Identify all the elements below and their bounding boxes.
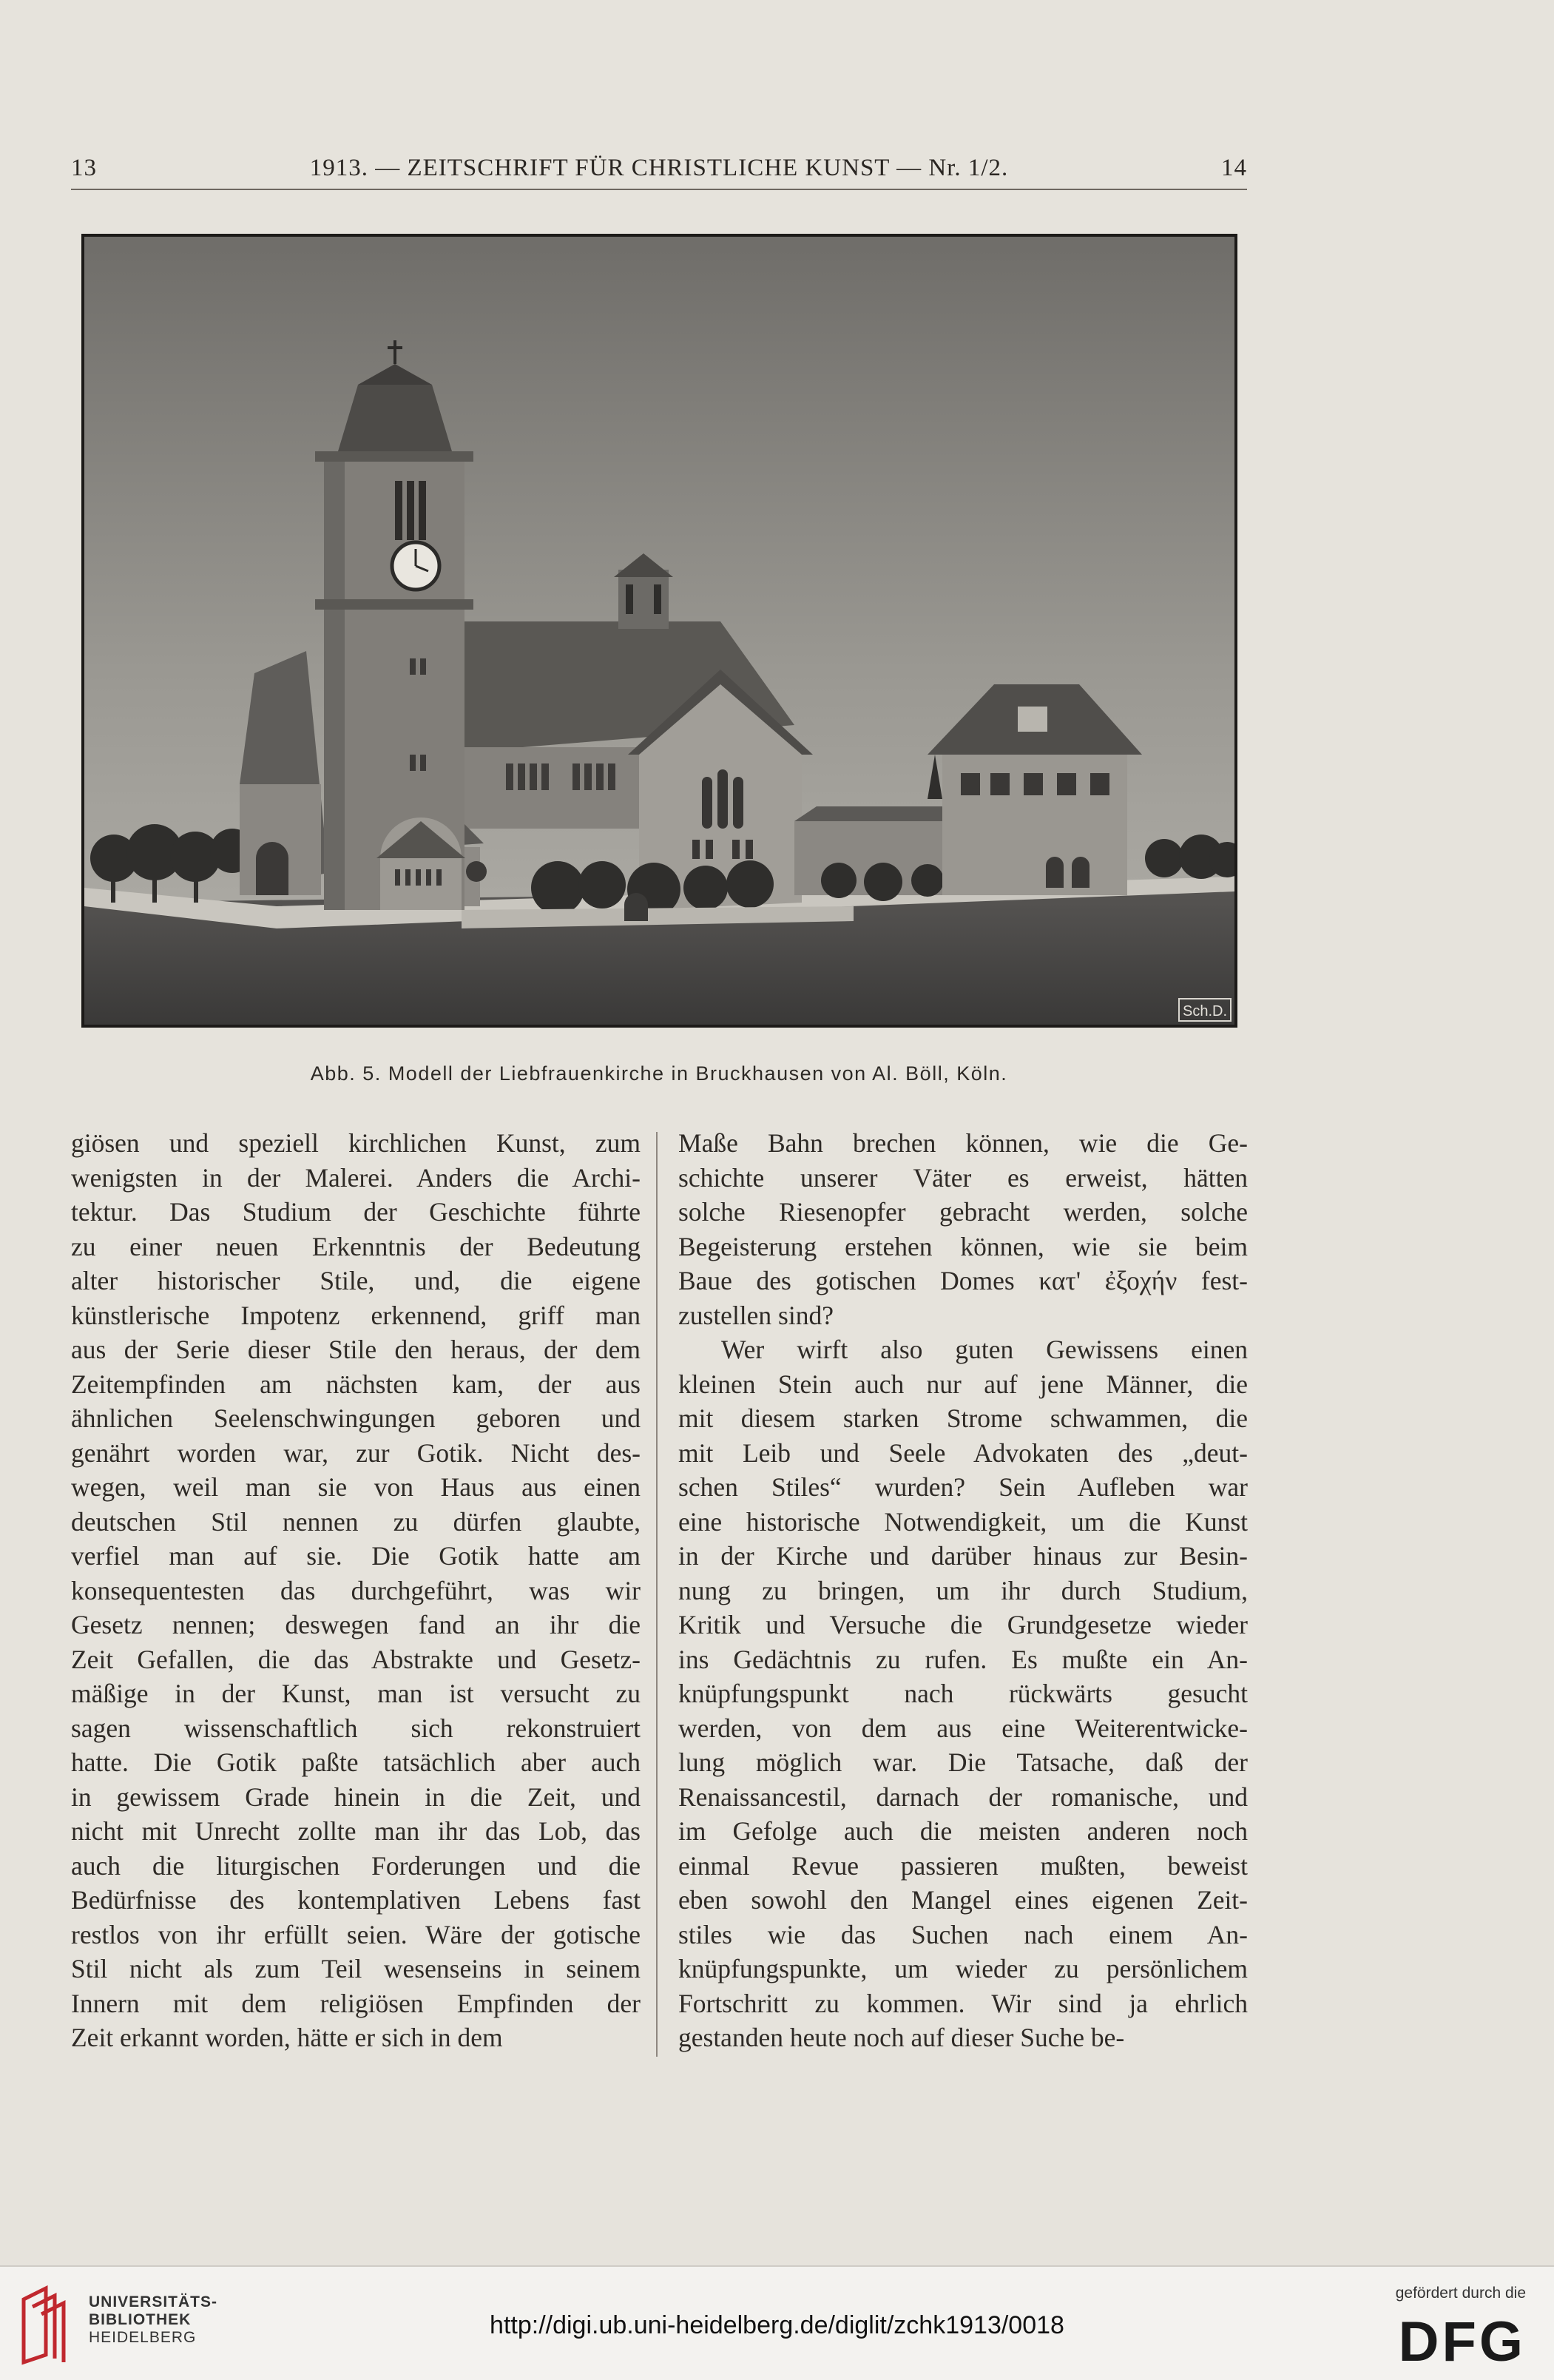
text-line: giösen und speziell kirchlichen Kunst, zum — [71, 1128, 641, 1158]
figure-caption: Abb. 5. Modell der Liebfrauenkirche in Bruckhausen von Al. Böll, Köln. — [310, 1062, 1008, 1085]
running-head — [71, 152, 1247, 190]
text-line: Zeitempfinden am nächsten kam, der aus — [71, 1369, 641, 1399]
digitization-footer — [0, 2265, 1554, 2380]
text-line: tektur. Das Studium der Geschichte führte — [71, 1197, 641, 1227]
text-line: knüpfungspunkte, um wieder zu persönlichem — [678, 1954, 1248, 1983]
text-line: genährt worden war, zur Gotik. Nicht des- — [71, 1437, 641, 1468]
text-line: mäßige in der Kunst, man ist versucht zu — [71, 1679, 641, 1708]
text-line: in der Kirche und darüber hinaus zur Besin- — [678, 1541, 1248, 1571]
text-line: Begeisterung erstehen können, wie sie beim — [678, 1231, 1248, 1261]
text-line: Stil nicht als zum Teil wesenseins in seinem — [71, 1954, 641, 1983]
text-line: Kritik und Versuche die Grundgesetze wieder — [678, 1610, 1248, 1639]
text-line: Maße Bahn brechen können, wie die Ge- — [678, 1128, 1248, 1158]
text-line: zu einer neuen Erkenntnis der Bedeutung — [71, 1231, 641, 1261]
page-number-right: 14 — [1221, 155, 1247, 181]
text-line: wenigsten in der Malerei. Anders die Archi- — [71, 1162, 641, 1193]
text-line: auch die liturgischen Forderungen und die — [71, 1850, 641, 1881]
text-line: knüpfungspunkt nach rückwärts gesucht — [678, 1679, 1248, 1708]
text-line: schichte unserer Väter es erweist, hätten — [678, 1162, 1248, 1193]
text-column-left — [71, 1126, 641, 2055]
text-line: Zeit erkannt worden, hätte er sich in dem — [71, 2023, 503, 2052]
text-line: mit Leib und Seele Advokaten des „deut- — [678, 1437, 1248, 1468]
text-line: aus der Serie dieser Stile den heraus, der dem — [71, 1335, 641, 1364]
text-line: einmal Revue passieren mußten, beweist — [678, 1850, 1248, 1881]
text-line: im Gefolge auch die meisten anderen noch — [678, 1816, 1248, 1846]
text-line: Gesetz nennen; deswegen fand an ihr die — [71, 1610, 641, 1639]
permalink-url[interactable]: http://digi.ub.uni-heidelberg.de/diglit/zchk1913/0018 — [490, 2311, 1064, 2339]
photo-signature: Sch.D. — [1182, 1003, 1228, 1019]
library-name-line1: UNIVERSITÄTS- — [89, 2293, 218, 2310]
text-line: restlos von ihr erfüllt seien. Wäre der gotische — [71, 1919, 641, 1949]
church-model-illustration — [84, 237, 1234, 1025]
text-line: lung möglich war. Die Tatsache, daß der — [678, 1747, 1248, 1777]
text-line: Wer wirft also guten Gewissens einen — [721, 1335, 1248, 1364]
text-line: Renaissancestil, darnach der romanische, und — [678, 1781, 1248, 1812]
sponsor-note: gefördert durch die — [1395, 2285, 1526, 2302]
text-line: schen Stiles“ wurden? Sein Aufleben war — [678, 1472, 1248, 1502]
text-line: solche Riesenopfer gebracht werden, solche — [678, 1197, 1248, 1227]
text-line: nicht mit Unrecht zollte man ihr das Lob, das — [71, 1816, 641, 1846]
text-line: werden, von dem aus eine Weiterentwicke- — [678, 1713, 1248, 1743]
text-line: zustellen sind? — [678, 1300, 834, 1330]
church-model-photo — [81, 234, 1237, 1028]
text-line: nung zu bringen, um ihr durch Studium, — [678, 1575, 1248, 1605]
journal-title: 1913. — ZEITSCHRIFT FÜR CHRISTLICHE KUNST — Nr. 1/2. — [309, 155, 1009, 181]
text-line: sagen wissenschaftlich sich rekonstruiert — [71, 1713, 641, 1743]
text-line: künstlerische Impotenz erkennend, griff man — [71, 1300, 641, 1330]
library-name-line3: HEIDELBERG — [89, 2329, 197, 2346]
text-line: verfiel man auf sie. Die Gotik hatte am — [71, 1541, 641, 1571]
library-name-line2: BIBLIOTHEK — [89, 2311, 192, 2328]
dfg-logo: DFG — [1398, 2310, 1526, 2373]
text-line: eben sowohl den Mangel eines eigenen Zeit- — [678, 1885, 1248, 1915]
text-line: Baue des gotischen Domes κατ' ἐξοχήν fest- — [678, 1266, 1248, 1295]
text-line: alter historischer Stile, und, die eigene — [71, 1266, 641, 1295]
text-line: in gewissem Grade hinein in die Zeit, und — [71, 1781, 641, 1812]
text-line: Zeit Gefallen, die das Abstrakte und Gesetz- — [71, 1644, 641, 1674]
text-line: ähnlichen Seelenschwingungen geboren und — [71, 1403, 641, 1433]
text-line: konsequentesten das durchgeführt, was wir — [71, 1575, 641, 1605]
text-line: Fortschritt zu kommen. Wir sind ja ehrlich — [678, 1988, 1248, 2018]
text-line: Innern mit dem religiösen Empfinden der — [71, 1988, 641, 2018]
page-number-left: 13 — [71, 155, 97, 181]
text-line: wegen, weil man sie von Haus aus einen — [71, 1472, 641, 1502]
column-divider — [656, 1132, 658, 2057]
text-line: deutschen Stil nennen zu dürfen glaubte, — [71, 1506, 641, 1537]
text-column-right — [678, 1126, 1248, 2055]
text-line: stiles wie das Suchen nach einem An- — [678, 1919, 1248, 1949]
text-line: mit diesem starken Strome schwammen, die — [678, 1403, 1248, 1433]
text-line: Bedürfnisse des kontemplativen Lebens fast — [71, 1885, 641, 1915]
text-line: eine historische Notwendigkeit, um die Kunst — [678, 1506, 1248, 1537]
text-line: ins Gedächtnis zu rufen. Es mußte ein An- — [678, 1644, 1248, 1674]
text-line: gestanden heute noch auf dieser Suche be- — [678, 2023, 1125, 2052]
text-line: kleinen Stein auch nur auf jene Männer, die — [678, 1369, 1248, 1399]
text-line: hatte. Die Gotik paßte tatsächlich aber auch — [71, 1747, 641, 1777]
